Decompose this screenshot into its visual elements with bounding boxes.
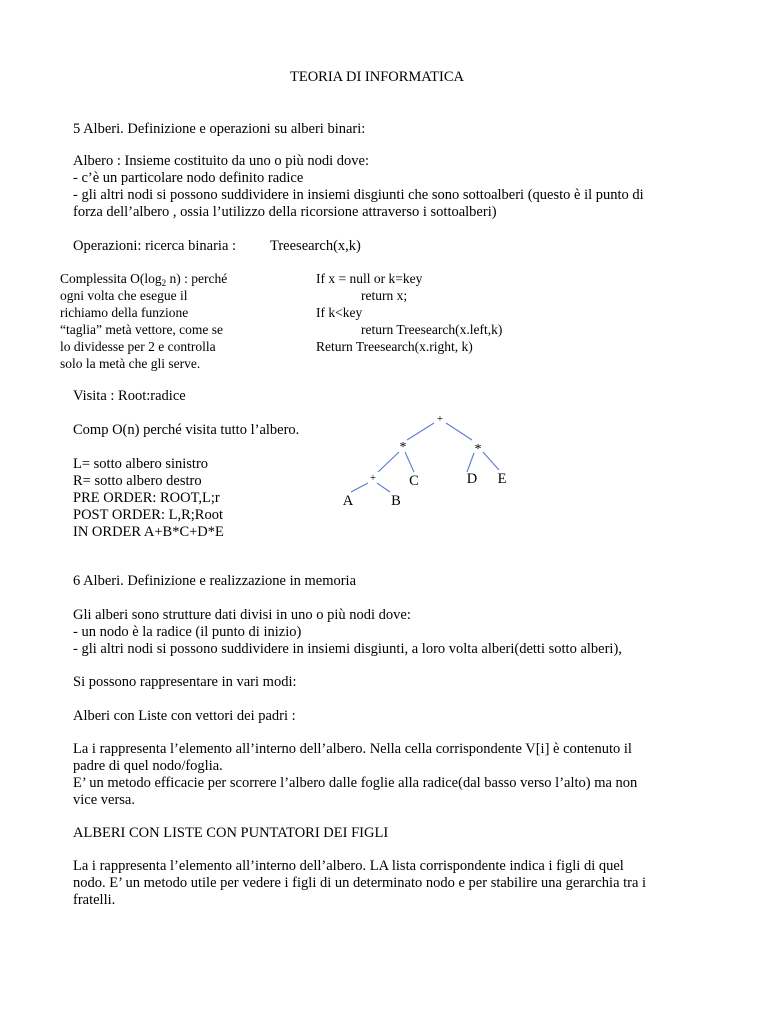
edge-left-c (405, 452, 414, 472)
edge-root-right (446, 423, 472, 440)
order-line: IN ORDER A+B*C+D*E (73, 524, 224, 540)
code-line: Return Treesearch(x.right, k) (316, 339, 473, 354)
tree-node-c: C (409, 473, 419, 489)
s6-def-line: - un nodo è la radice (il punto di inizio) (73, 624, 302, 640)
tree-node-b: B (391, 493, 401, 509)
s6-def-line: Gli alberi sono strutture dati divisi in uno o più nodi dove: (73, 607, 411, 623)
edge-plus-a (351, 483, 368, 492)
section-6-heading: 6 Alberi. Definizione e realizzazione in memoria (73, 573, 357, 589)
treesearch-signature: Treesearch(x,k) (270, 238, 361, 254)
section-5-heading: 5 Alberi. Definizione e operazioni su alberi binari: (73, 121, 366, 137)
section-6-definition (73, 607, 622, 658)
complessita-line: solo la metà che gli serve. (60, 356, 201, 371)
edge-right-e (483, 452, 499, 470)
puntatori-line: nodo. E’ un metodo utile per vedere i figli di un determinato nodo e per stabilire una gerarchia tra i (73, 875, 647, 891)
tree-node-a: A (342, 493, 354, 509)
albero-def-line: forza dell’albero , ossia l’utilizzo della ricorsione attraverso i sottoalberi) (73, 204, 497, 220)
vettori-paragraph (73, 741, 637, 809)
order-line: L= sotto albero sinistro (73, 456, 209, 472)
complessita-line: ogni volta che esegue il (60, 288, 188, 303)
order-line: R= sotto albero destro (73, 473, 202, 489)
vettori-line: vice versa. (73, 792, 135, 808)
albero-def-line: Albero : Insieme costituito da uno o più nodi dove: (73, 153, 369, 169)
vettori-line: La i rappresenta l’elemento all’interno dell’albero. Nella cella corrispondente V[i] è contenuto il (73, 741, 632, 757)
log-base: 2 (161, 278, 167, 288)
complessita-line: lo dividesse per 2 e controlla (60, 339, 216, 354)
complessita-line: “taglia” metà vettore, come se (60, 322, 224, 337)
tree-node-root: + (436, 413, 444, 425)
visita-label: Visita : Root:radice (73, 388, 186, 404)
edge-left-leftleft (378, 452, 399, 472)
code-line: return Treesearch(x.left,k) (361, 322, 503, 337)
puntatori-line: fratelli. (73, 892, 116, 908)
tree-node-left: * (399, 440, 407, 455)
complessita-first-line: Complessita $O(\log_2$ n) : perché (60, 271, 228, 288)
order-line: PRE ORDER: ROOT,L;r (73, 490, 220, 506)
edge-root-left (407, 423, 434, 440)
edge-right-d (467, 453, 474, 472)
vettori-line: E’ un metodo efficacie per scorrere l’albero dalle foglie alla radice(dal basso verso l’alto) ma non (73, 775, 638, 791)
complessita-line: richiamo della funzione (60, 305, 189, 320)
code-line: return x; (361, 288, 408, 303)
vettori-heading: Alberi con Liste con vettori dei padri : (73, 708, 296, 724)
comp-label: Comp O(n) perché visita tutto l’albero. (73, 422, 300, 438)
albero-def-line: - gli altri nodi si possono suddividere in insiemi disgiunti che sono sottoalberi (questo è il punto di (73, 187, 644, 203)
order-line: POST ORDER: L,R;Root (73, 507, 223, 523)
tree-node-left-left: + (369, 472, 377, 484)
code-line: If x = null or k=key (316, 271, 423, 286)
albero-def-line: - c’è un particolare nodo definito radice (73, 170, 304, 186)
s6-def-line: - gli altri nodi si possono suddividere in insiemi disgiunti, a loro volta alberi(detti sotto alberi), (73, 641, 622, 657)
operazioni-label: Operazioni: ricerca binaria : (73, 238, 237, 254)
tree-node-e: E (497, 471, 507, 487)
puntatori-heading: ALBERI CON LISTE CON PUNTATORI DEI FIGLI (73, 825, 389, 841)
page-title: TEORIA DI INFORMATICA (290, 69, 464, 85)
vettori-line: padre di quel nodo/foglia. (73, 758, 223, 774)
code-line: If k<key (316, 305, 363, 320)
tree-node-right: * (474, 442, 482, 457)
tree-node-d: D (466, 471, 478, 487)
rappresentare-text: Si possono rappresentare in vari modi: (73, 674, 297, 690)
edge-plus-b (377, 483, 390, 492)
puntatori-paragraph (73, 858, 646, 909)
puntatori-line: La i rappresenta l’elemento all’interno dell’albero. LA lista corrispondente indica i figli di quel (73, 858, 624, 874)
